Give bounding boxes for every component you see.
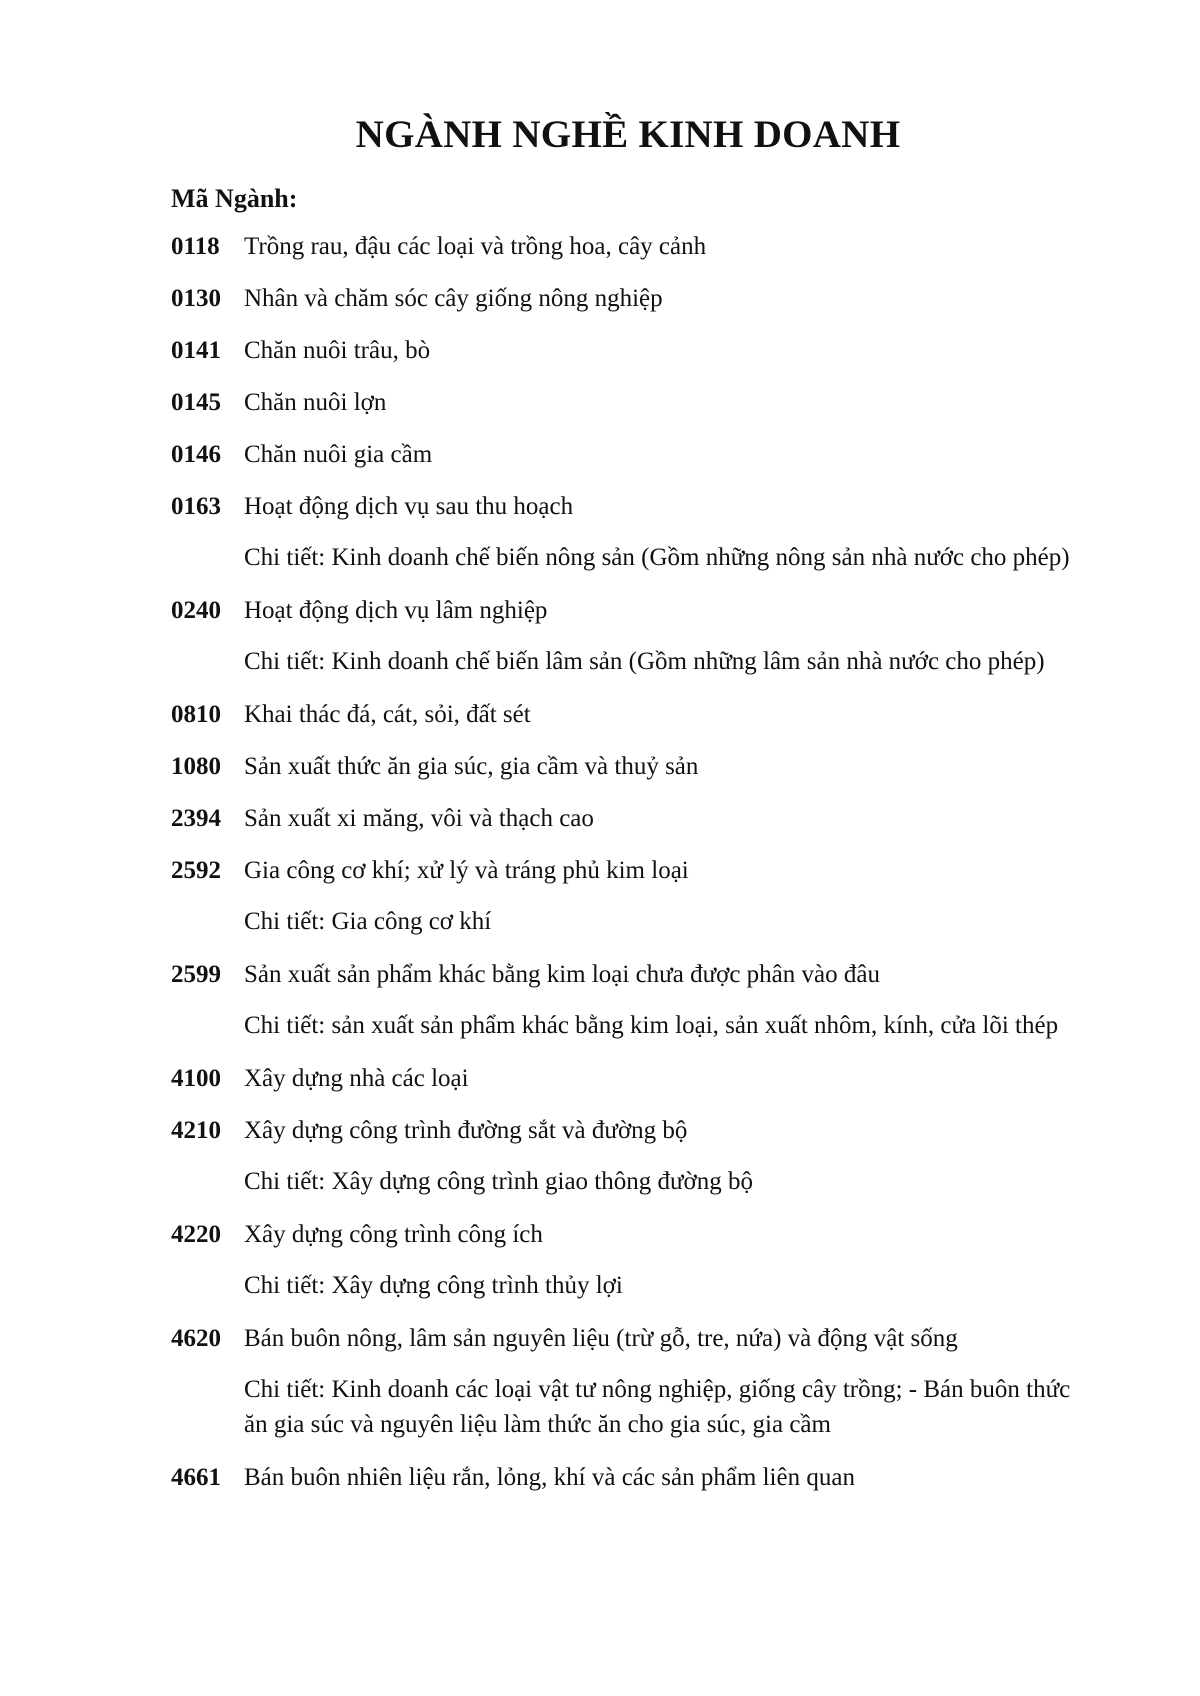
entry-body — [244, 698, 1101, 731]
entry-name: Trồng rau, đậu các loại và trồng hoa, cây cảnh — [244, 233, 707, 260]
entry-code: 0145 — [171, 389, 221, 416]
entry-body — [244, 490, 1101, 575]
entry-body — [244, 282, 1101, 315]
business-code-entry — [171, 802, 1101, 835]
business-code-entry — [171, 698, 1101, 731]
business-code-entry — [171, 230, 1101, 263]
document-title: NGÀNH NGHỀ KINH DOANH — [355, 113, 901, 156]
business-code-entry — [171, 386, 1101, 419]
entry-detail: Chi tiết: sản xuất sản phẩm khác bằng kim loại, sản xuất nhôm, kính, cửa lõi thép — [244, 1012, 1059, 1039]
business-code-entry — [171, 282, 1101, 315]
business-code-entry — [171, 958, 1101, 1043]
business-code-entry — [171, 1114, 1101, 1199]
entry-code: 4210 — [171, 1117, 221, 1144]
business-code-entry — [171, 594, 1101, 679]
entry-body — [244, 594, 1101, 679]
entry-body — [244, 802, 1101, 835]
entry-name: Gia công cơ khí; xử lý và tráng phủ kim loại — [244, 857, 689, 884]
entry-code: 0240 — [171, 597, 221, 624]
entry-name: Xây dựng công trình đường sắt và đường bộ — [244, 1117, 688, 1144]
entry-code: 0118 — [171, 233, 220, 260]
entry-body — [244, 854, 1101, 939]
entry-code: 4100 — [171, 1065, 221, 1092]
entry-code: 0141 — [171, 337, 221, 364]
entry-name: Sản xuất sản phẩm khác bằng kim loại chưa được phân vào đâu — [244, 961, 880, 988]
entry-detail: Chi tiết: Kinh doanh các loại vật tư nông nghiệp, giống cây trồng; - Bán buôn thức ăn gia súc và nguyên liệu làm thức ăn cho gia súc, gia cầm — [244, 1376, 1071, 1438]
entry-name: Chăn nuôi trâu, bò — [244, 337, 431, 364]
entry-body — [244, 1461, 1101, 1494]
business-code-list — [171, 230, 1101, 1513]
entry-name: Bán buôn nhiên liệu rắn, lỏng, khí và các sản phẩm liên quan — [244, 1464, 855, 1491]
entry-code: 1080 — [171, 753, 221, 780]
entry-name: Chăn nuôi lợn — [244, 389, 387, 416]
entry-detail: Chi tiết: Kinh doanh chế biến nông sản (Gồm những nông sản nhà nước cho phép) — [244, 544, 1070, 571]
entry-name: Hoạt động dịch vụ lâm nghiệp — [244, 597, 548, 624]
entry-name: Sản xuất thức ăn gia súc, gia cầm và thuỷ sản — [244, 753, 699, 780]
business-code-entry — [171, 1062, 1101, 1095]
entry-body — [244, 1322, 1101, 1442]
entry-body — [244, 230, 1101, 263]
business-code-entry — [171, 1218, 1101, 1303]
entry-code: 2599 — [171, 961, 221, 988]
entry-name: Xây dựng nhà các loại — [244, 1065, 469, 1092]
entry-detail: Chi tiết: Gia công cơ khí — [244, 908, 492, 935]
entry-detail: Chi tiết: Xây dựng công trình thủy lợi — [244, 1272, 623, 1299]
business-code-entry — [171, 1322, 1101, 1442]
entry-name: Xây dựng công trình công ích — [244, 1221, 543, 1248]
entry-body — [244, 750, 1101, 783]
entry-body — [244, 386, 1101, 419]
business-code-entry — [171, 438, 1101, 471]
entry-code: 2394 — [171, 805, 221, 832]
entry-body — [244, 1218, 1101, 1303]
business-code-entry — [171, 750, 1101, 783]
entry-body — [244, 334, 1101, 367]
entry-body — [244, 1062, 1101, 1095]
business-code-entry — [171, 854, 1101, 939]
entry-code: 0146 — [171, 441, 221, 468]
entry-code: 4661 — [171, 1464, 221, 1491]
entry-body — [244, 958, 1101, 1043]
entry-code: 4620 — [171, 1325, 221, 1352]
business-code-entry — [171, 334, 1101, 367]
entry-name: Chăn nuôi gia cầm — [244, 441, 433, 468]
entry-detail: Chi tiết: Kinh doanh chế biến lâm sản (Gồm những lâm sản nhà nước cho phép) — [244, 648, 1045, 675]
entry-name: Nhân và chăm sóc cây giống nông nghiệp — [244, 285, 663, 312]
entry-body — [244, 1114, 1101, 1199]
entry-name: Sản xuất xi măng, vôi và thạch cao — [244, 805, 594, 832]
entry-code: 4220 — [171, 1221, 221, 1248]
entry-code: 2592 — [171, 857, 221, 884]
entry-name: Bán buôn nông, lâm sản nguyên liệu (trừ gỗ, tre, nứa) và động vật sống — [244, 1325, 958, 1352]
entry-detail: Chi tiết: Xây dựng công trình giao thông đường bộ — [244, 1168, 754, 1195]
entry-code: 0810 — [171, 701, 221, 728]
business-code-entry — [171, 1461, 1101, 1494]
business-code-entry — [171, 490, 1101, 575]
code-heading: Mã Ngành: — [171, 184, 298, 213]
entry-body — [244, 438, 1101, 471]
entry-name: Hoạt động dịch vụ sau thu hoạch — [244, 493, 574, 520]
entry-code: 0163 — [171, 493, 221, 520]
entry-code: 0130 — [171, 285, 221, 312]
entry-name: Khai thác đá, cát, sỏi, đất sét — [244, 701, 531, 728]
